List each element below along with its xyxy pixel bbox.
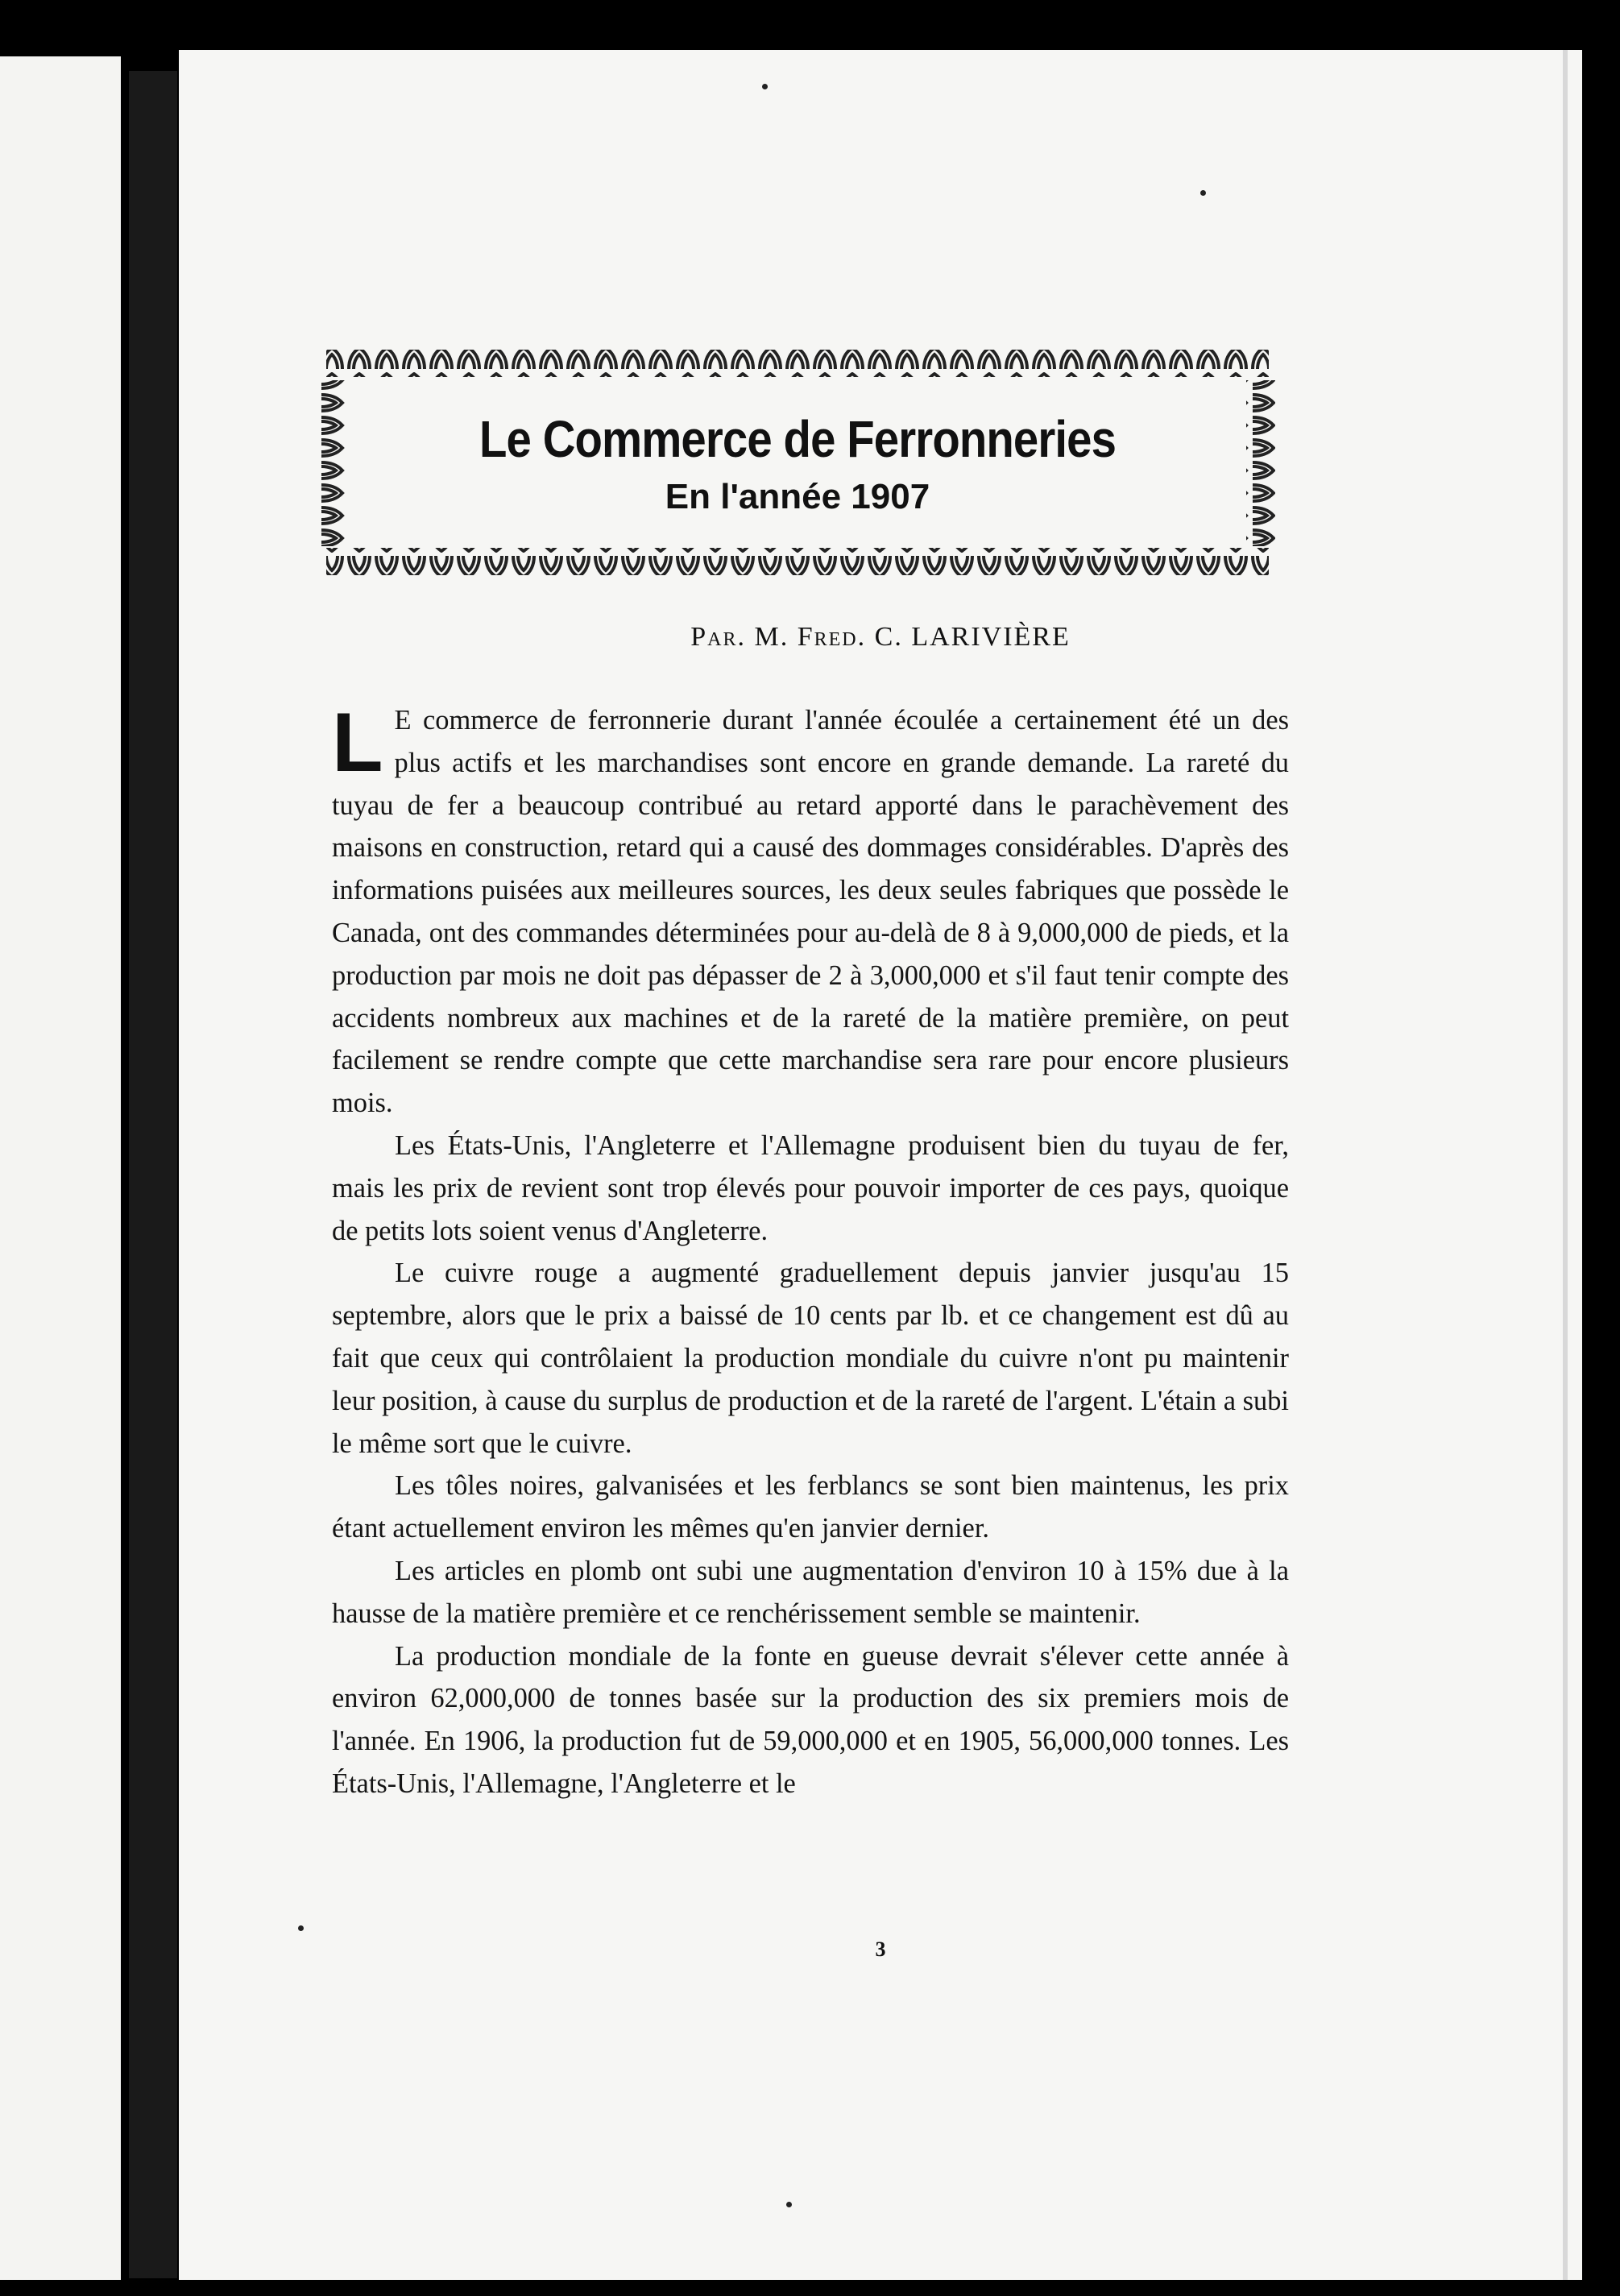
scan-speck	[1200, 190, 1206, 196]
article-body	[332, 696, 1289, 1805]
paragraph: Les États-Unis, l'Angleterre et l'Allemagne produisent bien du tuyau de fer, mais les prix de revient sont trop élevés pour pouvoir importer de ces pays, quoique de petits lots soient venus d'Angleterre.	[332, 1129, 1289, 1246]
scan-speck	[762, 84, 768, 89]
book-spine	[129, 71, 177, 2278]
paragraph: Le cuivre rouge a augmenté graduellement depuis janvier jusqu'au 15 septembre, alors que le prix a baissé de 10 cents par lb. et ce changement est dû au fait que ceux qui contrôlaient la production mondiale du cuivre n'ont pu maintenir leur position, à cause du surplus de production et de la rareté de l'argent. L'étain a subi le même sort que le cuivre.	[332, 1258, 1289, 1459]
paragraph-text: E commerce de ferronnerie durant l'année écoulée a certainement été un des plus actifs et les marchandises sont encore en grande demande. La rareté du tuyau de fer a beaucoup contribué au retard apporté dans le parachèvement des maisons en construction, retard qui a causé des dommages considérables. D'après des informations puisées aux meilleures sources, les deux seules fabriques que possède le Canada, ont des commandes déterminées pour au-delà de 8 à 9,000,000 de pieds, et la production par mois ne doit pas dépasser de 2 à 3,000,000 et s'il faut tenir compte des accidents nombreux aux machines et de la rareté de la matière première, on peut facilement se rendre compte que cette marchandise sera rare pour encore plusieurs mois.	[332, 705, 1289, 1119]
title-block	[318, 409, 1277, 517]
drop-cap: L	[332, 696, 383, 790]
title-ornamental-frame	[318, 346, 1277, 580]
page-number: 3	[875, 1938, 886, 1961]
paragraph: Les articles en plomb ont subi une augmentation d'environ 10 à 15% due à la hausse de la matière première et ce renchérissement semble se maintenir.	[332, 1555, 1289, 1629]
paragraph	[332, 696, 1289, 1125]
scan-speck	[298, 1925, 304, 1931]
article-subtitle: En l'année 1907	[665, 477, 930, 516]
paragraph: Les tôles noires, galvanisées et les ferblancs se sont bien maintenus, les prix étant actuellement environ les mêmes qu'en janvier dernier.	[332, 1470, 1289, 1544]
facing-page-edge	[0, 56, 121, 2280]
paragraph: La production mondiale de la fonte en gueuse devrait s'élever cette année à environ 62,000,000 de tonnes basée sur la production des six premiers mois de l'année. En 1906, la production fut de 59,000,000 et en 1905, 56,000,000 tonnes. Les États-Unis, l'Allemagne, l'Angleterre et le	[332, 1640, 1289, 1799]
scan-speck	[786, 2202, 792, 2207]
author-byline: Par. M. Fred. C. LARIVIÈRE	[690, 622, 1071, 652]
article-title: Le Commerce de Ferronneries	[479, 410, 1117, 468]
